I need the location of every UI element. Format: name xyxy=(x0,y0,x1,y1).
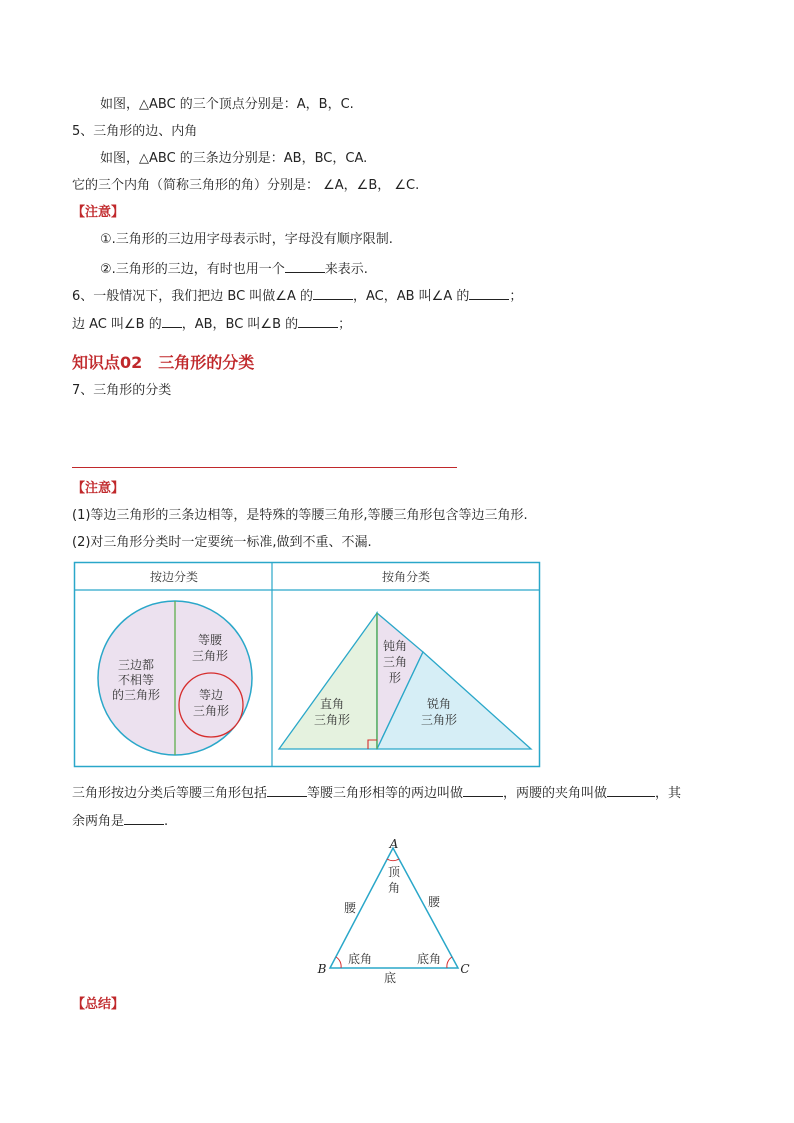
para-text-b: 等腰三角形相等的两边叫做 xyxy=(307,786,464,801)
vertices-line: 如图，△ABC 的三个顶点分别是：A，B，C. xyxy=(100,97,354,112)
para-text-d: ，其 xyxy=(655,786,682,801)
note2-item-2: (2)对三角形分类时一定要统一标准,做到不重、不漏. xyxy=(72,535,372,550)
summary-label: 【总结】 xyxy=(72,997,125,1012)
base-label: 底 xyxy=(383,971,397,985)
obtuse-label-2: 三角 xyxy=(382,655,408,669)
base-left-arc xyxy=(336,957,341,968)
leg-right-label: 腰 xyxy=(427,895,441,909)
fill-blank[interactable] xyxy=(463,782,503,797)
note2-item-1: (1)等边三角形的三条边相等，是特殊的等腰三角形,等腰三角形包含等边三角形. xyxy=(72,508,528,523)
fill-blank[interactable] xyxy=(267,782,307,797)
sides-line: 如图，△ABC 的三条边分别是：AB，BC，CA. xyxy=(100,151,368,166)
isosceles-label-2: 三角形 xyxy=(191,649,229,663)
obtuse-label-1: 钝角 xyxy=(382,639,408,653)
item-6-line-2 xyxy=(72,313,351,334)
item-6-text-f: ； xyxy=(338,317,352,332)
right-label-1: 直角 xyxy=(319,697,345,711)
note-label-2: 【注意】 xyxy=(72,481,125,496)
isosceles-question-line-1 xyxy=(72,782,681,803)
fill-blank[interactable] xyxy=(313,285,353,300)
item-7-title: 7、三角形的分类 xyxy=(72,383,172,398)
acute-label-1: 锐角 xyxy=(426,697,452,711)
vertex-b-label: B xyxy=(317,962,327,976)
base-angle-right-label: 底角 xyxy=(416,952,442,966)
fill-blank[interactable] xyxy=(607,782,655,797)
equilateral-label-2: 三角形 xyxy=(192,704,230,718)
item-6-text-c: ； xyxy=(509,289,523,304)
fill-blank[interactable] xyxy=(469,285,509,300)
right-label-2: 三角形 xyxy=(313,713,351,727)
fill-blank[interactable] xyxy=(298,313,338,328)
apex-label-2: 角 xyxy=(387,881,401,895)
note-item-1: ①.三角形的三边用字母表示时，字母没有顺序限制. xyxy=(100,232,393,247)
section-heading: 知识点02 三角形的分类 xyxy=(72,353,255,372)
item-5-title: 5、三角形的边、内角 xyxy=(72,124,198,139)
apex-label-1: 顶 xyxy=(387,865,401,879)
isosceles-label-1: 等腰 xyxy=(197,633,223,647)
item-6-text-b: ，AC，AB 叫∠A 的 xyxy=(352,289,470,304)
scalene-label-2: 不相等 xyxy=(117,673,155,687)
vertex-a-label: A xyxy=(389,837,399,851)
answer-rule xyxy=(72,467,457,468)
para-text-c: ，两腰的夹角叫做 xyxy=(503,786,608,801)
fill-blank[interactable] xyxy=(285,258,325,273)
para-text-a: 三角形按边分类后等腰三角形包括 xyxy=(72,786,268,801)
col2-header: 按角分类 xyxy=(381,570,431,584)
acute-label-2: 三角形 xyxy=(420,713,458,727)
vertex-c-label: C xyxy=(460,962,470,976)
base-angle-left-label: 底角 xyxy=(347,952,373,966)
classification-figure xyxy=(74,562,540,767)
para-text-e: 余两角是 xyxy=(72,814,125,829)
item-6-line-1 xyxy=(72,285,522,306)
note-item-2-text-b: 来表示. xyxy=(324,262,368,277)
fill-blank[interactable] xyxy=(162,313,182,328)
item-6-text-a: 6、一般情况下，我们把边 BC 叫做∠A 的 xyxy=(72,289,313,304)
angles-line: 它的三个内角（简称三角形的角）分别是： ∠A，∠B， ∠C. xyxy=(72,178,420,193)
equilateral-label-1: 等边 xyxy=(198,688,224,702)
obtuse-label-3: 形 xyxy=(388,671,402,685)
para-text-f: . xyxy=(164,814,169,829)
scalene-label-3: 的三角形 xyxy=(111,688,161,702)
fill-blank[interactable] xyxy=(124,810,164,825)
item-6-text-d: 边 AC 叫∠B 的 xyxy=(72,317,162,332)
isosceles-diagram xyxy=(312,836,482,988)
scalene-label-1: 三边都 xyxy=(117,658,155,672)
leg-left-label: 腰 xyxy=(343,901,357,915)
apex-angle-arc xyxy=(387,859,399,861)
item-6-text-e: ，AB，BC 叫∠B 的 xyxy=(181,317,299,332)
note-item-2 xyxy=(100,258,368,279)
note-item-2-text-a: ②.三角形的三边，有时也用一个 xyxy=(100,262,285,277)
isosceles-question-line-2 xyxy=(72,810,168,831)
note-label: 【注意】 xyxy=(72,205,125,220)
col1-header: 按边分类 xyxy=(149,570,199,584)
base-right-arc xyxy=(447,957,452,968)
